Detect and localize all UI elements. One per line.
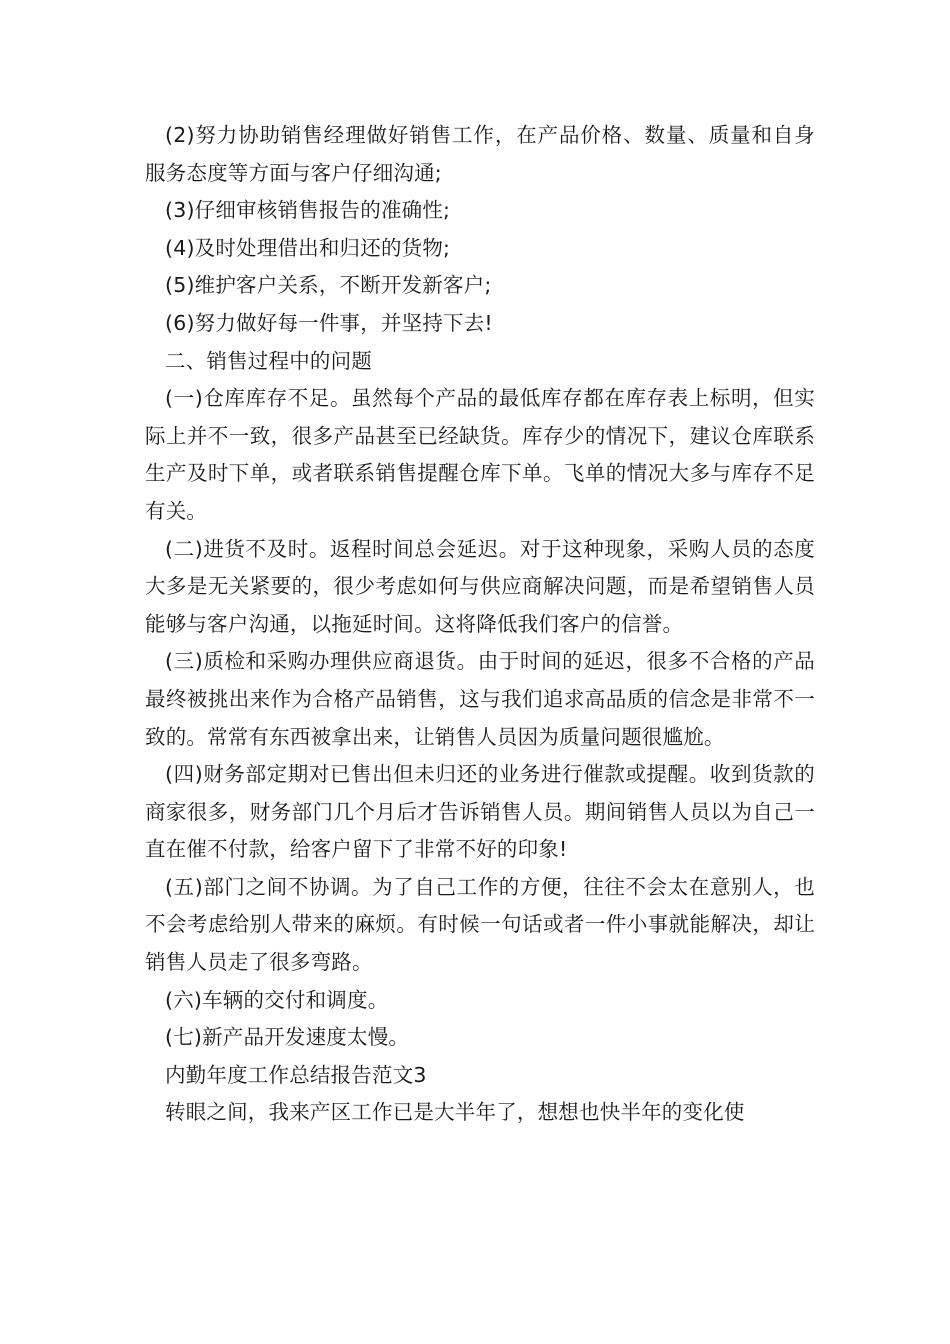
problem-paragraph-1: (一)仓库库存不足。虽然每个产品的最低库存都在库存表上标明，但实际上并不一致，很多产品甚至已经缺货。库存少的情况下，建议仓库联系生产及时下单，或者联系销售提醒仓库下单。飞单的情况大多与库存不足有关。 — [145, 386, 815, 523]
problem-paragraph-2: (二)进货不及时。返程时间总会延迟。对于这种现象，采购人员的态度大多是无关紧要的，很少考虑如何与供应商解决问题，而是希望销售人员能够与客户沟通，以拖延时间。这将降低我们客户的信誉。 — [145, 536, 815, 636]
problem-paragraph-4: (四)财务部定期对已售出但未归还的业务进行催款或提醒。收到货款的商家很多，财务部门几个月后才告诉销售人员。期间销售人员以为自己一直在催不付款，给客户留下了非常不好的印象! — [145, 762, 815, 862]
document-body — [145, 117, 815, 1132]
list-item-4: (4)及时处理借出和归还的货物; — [165, 235, 451, 260]
problem-paragraph-5: (五)部门之间不协调。为了自己工作的方便，往往不会太在意别人，也不会考虑给别人带来的麻烦。有时候一句话或者一件小事就能解决，却让销售人员走了很多弯路。 — [145, 874, 815, 975]
section-heading-problems: 二、销售过程中的问题 — [165, 348, 372, 373]
problem-paragraph-6: (六)车辆的交付和调度。 — [165, 987, 389, 1012]
problem-paragraph-7: (七)新产品开发速度太慢。 — [165, 1025, 410, 1050]
problem-paragraph-3: (三)质检和采购办理供应商退货。由于时间的延迟，很多不合格的产品最终被挑出来作为合格产品销售，这与我们追求高品质的信念是非常不一致的。常常有东西被拿出来，让销售人员因为质量问题很尴尬。 — [145, 649, 815, 749]
list-item-5: (5)维护客户关系，不断开发新客户; — [165, 273, 492, 298]
section-title-report-3: 内勤年度工作总结报告范文3 — [165, 1062, 427, 1087]
body-paragraph-intro: 转眼之间，我来产区工作已是大半年了，想想也快半年的变化使 — [165, 1100, 745, 1125]
list-item-3: (3)仔细审核销售报告的准确性; — [165, 198, 451, 223]
list-item-6: (6)努力做好每一件事，并坚持下去! — [165, 310, 493, 335]
list-item-2: (2)努力协助销售经理做好销售工作，在产品价格、数量、质量和自身服务态度等方面与客户仔细沟通; — [145, 123, 815, 185]
